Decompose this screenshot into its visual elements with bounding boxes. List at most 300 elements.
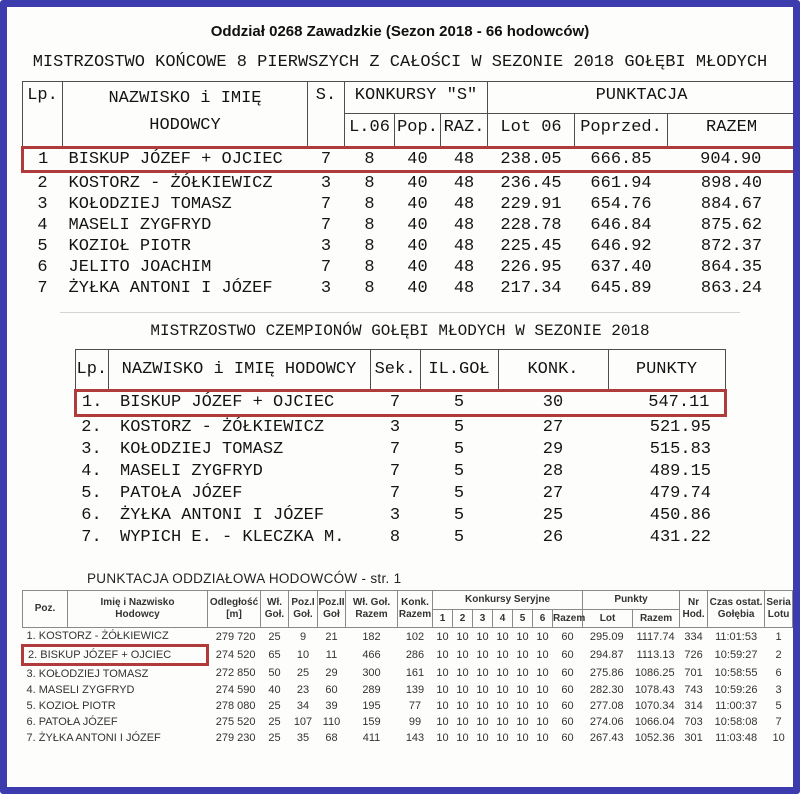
- cell: 294.87: [589, 649, 624, 661]
- cell: 278 080: [215, 700, 256, 712]
- table-row: [23, 148, 796, 172]
- cell: 5: [37, 237, 48, 256]
- page-title: Oddział 0268 Zawadzkie (Sezon 2018 - 66 hodowców): [210, 23, 590, 40]
- cell: 10: [496, 700, 509, 712]
- cell: 5: [453, 440, 465, 459]
- cell: 7. ŻYŁKA ANTONI I JÓZEF: [26, 732, 161, 744]
- column-header-k5: 5: [513, 610, 533, 628]
- cell: 10:59:26: [714, 684, 758, 696]
- cell: 1113.13: [636, 649, 675, 661]
- cell: 65: [268, 649, 281, 661]
- column-group-konkursy-seryjne: Konkursy Seryjne: [433, 591, 583, 610]
- cell: 48: [453, 195, 475, 214]
- cell: 35: [296, 732, 310, 744]
- cell: 11:01:53: [715, 630, 758, 643]
- cell: KOŁODZIEJ TOMASZ: [68, 195, 232, 214]
- table-row: [75, 416, 725, 440]
- cell: MASELI ZYGFRYD: [68, 216, 212, 235]
- cell: 1052.36: [634, 732, 675, 744]
- cell: 228.78: [500, 216, 562, 235]
- cell: 5: [453, 418, 465, 437]
- cell: 10: [496, 630, 509, 643]
- cell: MASELI ZYGFRYD: [120, 462, 263, 481]
- cell: 10: [436, 667, 449, 680]
- column-group-konkursy-s: KONKURSY "S": [345, 82, 488, 114]
- cell: 875.62: [700, 216, 763, 235]
- cell: 6: [775, 667, 782, 680]
- cell: 10: [436, 649, 449, 661]
- division-scoring-table: [21, 590, 793, 746]
- cell: 8: [364, 174, 375, 193]
- cell: 6. PATOŁA JÓZEF: [26, 716, 118, 728]
- column-header-punkty: PUNKTY: [608, 350, 725, 391]
- cell: 238.05: [488, 148, 575, 172]
- table-row: [23, 236, 796, 257]
- cell: 884.67: [700, 195, 763, 214]
- cell: 40: [407, 237, 428, 256]
- cell: 10: [476, 716, 489, 728]
- column-header-k3: 3: [473, 610, 493, 628]
- cell: 40: [407, 174, 428, 193]
- cell: 743: [684, 684, 703, 696]
- table-row: [75, 461, 725, 483]
- cell: 3: [389, 506, 401, 525]
- cell: 2.: [81, 418, 102, 437]
- column-header-czas: Czas ostat. Gołębia: [708, 591, 765, 628]
- cell: 10: [476, 667, 489, 680]
- cell: 3: [389, 418, 401, 437]
- cell: WYPICH E. - KLECZKA M.: [120, 528, 345, 547]
- scan-divider-line: [60, 312, 740, 313]
- cell: KOZIOŁ PIOTR: [68, 237, 191, 256]
- column-header-sek: Sek.: [370, 350, 420, 391]
- cell: 10: [516, 716, 529, 728]
- cell: 11: [325, 649, 338, 661]
- final-championship-header: [23, 82, 796, 148]
- cell: 48: [453, 237, 475, 256]
- cell: 10: [516, 630, 529, 643]
- column-header-nr-hod: Nr Hod.: [680, 591, 708, 628]
- table-row: [75, 505, 725, 527]
- column-header-odleglosc: Odległość [m]: [208, 591, 261, 628]
- cell: 68: [325, 732, 338, 744]
- cell: 863.24: [700, 279, 763, 298]
- final-championship-table: [21, 81, 797, 299]
- cell: 182: [362, 630, 381, 643]
- cell: 10: [536, 667, 549, 680]
- cell: 1. KOSTORZ - ŻÓŁKIEWICZ: [26, 630, 169, 642]
- cell: KOŁODZIEJ TOMASZ: [120, 440, 284, 459]
- cell: 267.43: [589, 732, 624, 744]
- cell: 466: [362, 649, 381, 661]
- column-group-punktacja: PUNKTACJA: [488, 82, 796, 114]
- cell: 10:59:27: [714, 649, 758, 661]
- cell: 10: [536, 684, 549, 696]
- cell: 5.: [81, 484, 102, 503]
- cell: 25: [268, 630, 281, 643]
- cell: 10: [516, 732, 529, 744]
- cell: 161: [405, 667, 425, 680]
- column-header-wl-gol-razem: Wł. Goł. Razem: [346, 591, 398, 628]
- cell: 274.06: [589, 716, 624, 728]
- cell: 30: [498, 391, 608, 416]
- cell: 110: [322, 716, 341, 728]
- column-header-razem: RAZEM: [668, 114, 796, 148]
- cell: 7: [370, 391, 420, 416]
- cell: 10: [496, 667, 509, 680]
- cell: 60: [561, 667, 574, 680]
- table-row: [23, 698, 793, 714]
- cell: 5: [775, 700, 782, 712]
- cell: 60: [325, 684, 338, 696]
- cell: 236.45: [500, 174, 562, 193]
- cell: 23: [296, 684, 310, 696]
- cell: 6.: [81, 506, 102, 525]
- cell: 25: [268, 700, 281, 712]
- cell: 701: [684, 667, 703, 680]
- column-header-lp: Lp.: [75, 350, 108, 391]
- cell: 3.: [81, 440, 102, 459]
- cell: 60: [561, 630, 574, 643]
- cell: 60: [561, 649, 574, 661]
- cell: 8: [364, 216, 375, 235]
- cell: 10: [456, 716, 469, 728]
- cell: 139: [405, 684, 425, 696]
- cell: 60: [561, 732, 574, 744]
- table-row: [23, 665, 793, 683]
- table-row: [75, 391, 725, 416]
- cell: 1078.43: [634, 684, 675, 696]
- table-row: [23, 646, 793, 665]
- cell: 1: [775, 630, 782, 643]
- cell: 10: [496, 716, 509, 728]
- cell: 28: [542, 462, 564, 481]
- cell: 515.83: [649, 440, 711, 459]
- cell: 7: [320, 258, 332, 277]
- table-row: [23, 194, 796, 215]
- cell: 8: [345, 148, 395, 172]
- cell: 7: [389, 440, 401, 459]
- final-championship-title: MISTRZOSTWO KOŃCOWE 8 PIERWSZYCH Z CAŁOŚCI W SEZONIE 2018 GOŁĘBI MŁODYCH: [32, 53, 768, 72]
- cell: 10: [456, 700, 469, 712]
- column-header-name: NAZWISKO i IMIĘ HODOWCY: [108, 350, 370, 391]
- final-championship-body: [23, 148, 796, 300]
- cell: 703: [684, 716, 703, 728]
- column-header-name: NAZWISKO i IMIĘ HODOWCY: [63, 82, 308, 148]
- cell: 10: [516, 649, 529, 661]
- cell: 295.09: [589, 630, 624, 643]
- table-row: [75, 439, 725, 461]
- cell: 7: [37, 279, 48, 298]
- cell: 77: [408, 700, 422, 712]
- cell: 25: [268, 716, 281, 728]
- column-header-wl-gol: Wł. Goł.: [261, 591, 289, 628]
- column-header-poz: Poz.: [23, 591, 68, 628]
- cell: 450.86: [649, 506, 711, 525]
- cell: 229.91: [500, 195, 562, 214]
- cell: 279 720: [215, 630, 256, 643]
- cell: 479.74: [649, 484, 711, 503]
- cell: 1.: [75, 391, 108, 416]
- cell: 521.95: [649, 418, 711, 437]
- column-header-konk-razem: Konk. Razem: [398, 591, 433, 628]
- cell: 10: [476, 700, 489, 712]
- cell: 48: [453, 216, 475, 235]
- cell: 3. KOŁODZIEJ TOMASZ: [26, 668, 149, 680]
- table-row: [23, 257, 796, 278]
- cell: 29: [542, 440, 564, 459]
- column-header-k6: 6: [533, 610, 553, 628]
- cell: 40: [407, 216, 428, 235]
- cell: 10: [536, 630, 549, 643]
- cell: 272 850: [215, 667, 256, 680]
- cell: 10: [516, 700, 529, 712]
- cell: 3: [320, 279, 332, 298]
- cell: 10: [772, 732, 785, 744]
- table-row: [23, 278, 796, 299]
- cell: 10: [516, 684, 529, 696]
- cell: 10: [496, 732, 509, 744]
- cell: 4.: [81, 462, 102, 481]
- cell: 7: [389, 462, 401, 481]
- column-header-pop: Pop.: [395, 114, 441, 148]
- cell: 10: [436, 732, 449, 744]
- cell: 431.22: [649, 528, 711, 547]
- cell: BISKUP JÓZEF + OJCIEC: [108, 391, 370, 416]
- cell: 10: [476, 684, 489, 696]
- cell: 10: [456, 684, 469, 696]
- cell: 7.: [81, 528, 102, 547]
- table-row: [23, 172, 796, 195]
- column-header-lot: Lot: [583, 610, 633, 628]
- cell: 654.76: [590, 195, 652, 214]
- division-scoring-header: [23, 591, 793, 628]
- cell: ŻYŁKA ANTONI I JÓZEF: [120, 506, 325, 525]
- cell: 226.95: [500, 258, 562, 277]
- cell: 646.84: [590, 216, 652, 235]
- cell: 7: [320, 195, 332, 214]
- cell: 3: [320, 174, 332, 193]
- cell: 661.94: [590, 174, 652, 193]
- cell: 314: [684, 700, 703, 712]
- cell: 40: [395, 148, 441, 172]
- cell: 289: [362, 684, 381, 696]
- cell: 6: [37, 258, 48, 277]
- column-header-poz2: Poz.II Goł: [318, 591, 346, 628]
- column-header-k1: 1: [433, 610, 453, 628]
- column-header-poprzed: Poprzed.: [575, 114, 668, 148]
- table-row: [75, 483, 725, 505]
- cell: 274 590: [215, 684, 256, 696]
- table-row: [23, 628, 793, 646]
- cell: 8: [364, 258, 375, 277]
- table-row: [23, 714, 793, 730]
- cell: 2: [37, 174, 48, 193]
- cell: 10: [536, 732, 549, 744]
- cell: 872.37: [700, 237, 763, 256]
- column-group-punkty: Punkty: [583, 591, 680, 610]
- division-scoring-body: [23, 628, 793, 747]
- cell: 48: [453, 279, 475, 298]
- cell: 282.30: [589, 684, 624, 696]
- cell: 11:03:48: [715, 732, 758, 744]
- cell: BISKUP JÓZEF + OJCIEC: [63, 148, 308, 172]
- column-header-l06: L.06: [345, 114, 395, 148]
- cell: 99: [408, 716, 422, 728]
- cell: 60: [561, 716, 574, 728]
- cell: 10: [496, 649, 509, 661]
- cell: 29: [325, 667, 338, 680]
- cell: 277.08: [589, 700, 624, 712]
- column-header-poz1: Poz.I Goł.: [289, 591, 318, 628]
- cell: 3: [37, 195, 48, 214]
- cell: 547.11: [608, 391, 725, 416]
- cell: 10: [436, 630, 449, 643]
- cell: 334: [684, 630, 703, 643]
- cell: 3: [320, 237, 332, 256]
- cell: 4: [37, 216, 48, 235]
- cell: 726: [684, 649, 703, 661]
- cell: 9: [299, 630, 307, 643]
- cell: 48: [453, 174, 475, 193]
- champions-body: [75, 391, 725, 550]
- column-header-ilgol: IL.GOŁ: [420, 350, 498, 391]
- cell: 5: [453, 484, 465, 503]
- cell: 275 520: [215, 716, 256, 728]
- cell: 274 520: [215, 649, 256, 661]
- cell: 5: [453, 506, 465, 525]
- cell: 7: [320, 216, 332, 235]
- cell: 864.35: [700, 258, 763, 277]
- column-header-k2: 2: [453, 610, 473, 628]
- cell: 2: [775, 649, 782, 661]
- cell: 39: [325, 700, 338, 712]
- cell: 5: [453, 528, 465, 547]
- cell: 275.86: [589, 667, 624, 680]
- column-header-seria: Seria Lotu: [765, 591, 793, 628]
- cell: 646.92: [590, 237, 652, 256]
- cell: 2. BISKUP JÓZEF + OJCIEC: [23, 646, 208, 665]
- cell: 217.34: [500, 279, 562, 298]
- cell: 48: [453, 258, 475, 277]
- cell: 1070.34: [634, 700, 675, 712]
- cell: ŻYŁKA ANTONI I JÓZEF: [68, 279, 273, 298]
- cell: 40: [407, 258, 428, 277]
- cell: 10: [436, 700, 449, 712]
- cell: 666.85: [575, 148, 668, 172]
- cell: KOSTORZ - ŻÓŁKIEWICZ: [68, 174, 273, 193]
- cell: 10: [456, 649, 469, 661]
- cell: 50: [268, 667, 281, 680]
- cell: 1066.04: [634, 716, 675, 728]
- cell: 10: [476, 630, 489, 643]
- column-header-k-razem: Razem: [553, 610, 583, 628]
- column-header-lp: Lp.: [23, 82, 63, 148]
- cell: 10:58:55: [714, 667, 758, 680]
- division-scoring-title: PUNKTACJA ODDZIAŁOWA HODOWCÓW - str. 1: [87, 571, 402, 586]
- column-header-raz: RAZ.: [441, 114, 488, 148]
- column-header-punkty-razem: Razem: [633, 610, 680, 628]
- cell: 27: [542, 484, 564, 503]
- cell: 102: [405, 630, 425, 643]
- cell: 21: [325, 630, 338, 643]
- cell: 11:00:37: [715, 700, 758, 712]
- column-header-name: Imię i Nazwisko Hodowcy: [68, 591, 208, 628]
- cell: 4. MASELI ZYGFRYD: [26, 684, 135, 696]
- cell: 107: [293, 716, 313, 728]
- cell: 301: [684, 732, 703, 744]
- cell: 10: [436, 684, 449, 696]
- cell: 8: [389, 528, 401, 547]
- cell: 143: [405, 732, 425, 744]
- cell: 40: [407, 195, 428, 214]
- cell: 8: [364, 279, 375, 298]
- cell: 10: [536, 700, 549, 712]
- champions-table: [74, 349, 727, 549]
- cell: 1117.74: [636, 630, 675, 643]
- table-row: [23, 215, 796, 236]
- cell: 7: [389, 484, 401, 503]
- cell: 7: [308, 148, 345, 172]
- cell: 225.45: [500, 237, 562, 256]
- table-row: [23, 682, 793, 698]
- cell: 5. KOZIOŁ PIOTR: [26, 700, 116, 712]
- cell: 10: [496, 684, 509, 696]
- champions-title: MISTRZOSTWO CZEMPIONÓW GOŁĘBI MŁODYCH W SEZONIE 2018: [150, 322, 650, 340]
- cell: JELITO JOACHIM: [68, 258, 212, 277]
- cell: 10: [476, 649, 489, 661]
- cell: 286: [405, 649, 425, 661]
- cell: 48: [441, 148, 488, 172]
- cell: 195: [362, 700, 381, 712]
- cell: 3: [775, 684, 782, 696]
- cell: KOSTORZ - ŻÓŁKIEWICZ: [120, 418, 325, 437]
- cell: 10: [536, 649, 549, 661]
- cell: 5: [453, 462, 465, 481]
- cell: PATOŁA JÓZEF: [120, 484, 243, 503]
- cell: 904.90: [668, 148, 796, 172]
- cell: 411: [362, 732, 381, 744]
- cell: 300: [362, 667, 381, 680]
- cell: 10: [296, 649, 310, 661]
- table-row: [75, 527, 725, 549]
- cell: 10: [456, 732, 469, 744]
- cell: 10: [456, 667, 469, 680]
- cell: 25: [268, 732, 281, 744]
- cell: 40: [407, 279, 428, 298]
- cell: 8: [364, 237, 375, 256]
- column-header-s: S.: [308, 82, 345, 148]
- cell: 10: [536, 716, 549, 728]
- cell: 60: [561, 684, 574, 696]
- cell: 5: [420, 391, 498, 416]
- cell: 898.40: [700, 174, 763, 193]
- cell: 637.40: [590, 258, 652, 277]
- column-header-lot06: Lot 06: [488, 114, 575, 148]
- cell: 1086.25: [634, 667, 675, 680]
- table-row: [23, 730, 793, 746]
- champions-header: [75, 350, 725, 391]
- cell: 7: [775, 716, 782, 728]
- cell: 34: [296, 700, 310, 712]
- cell: 26: [542, 528, 564, 547]
- cell: 60: [561, 700, 574, 712]
- cell: 279 230: [215, 732, 256, 744]
- cell: 1: [23, 148, 63, 172]
- cell: 10:58:08: [714, 716, 758, 728]
- cell: 489.15: [649, 462, 711, 481]
- cell: 159: [362, 716, 381, 728]
